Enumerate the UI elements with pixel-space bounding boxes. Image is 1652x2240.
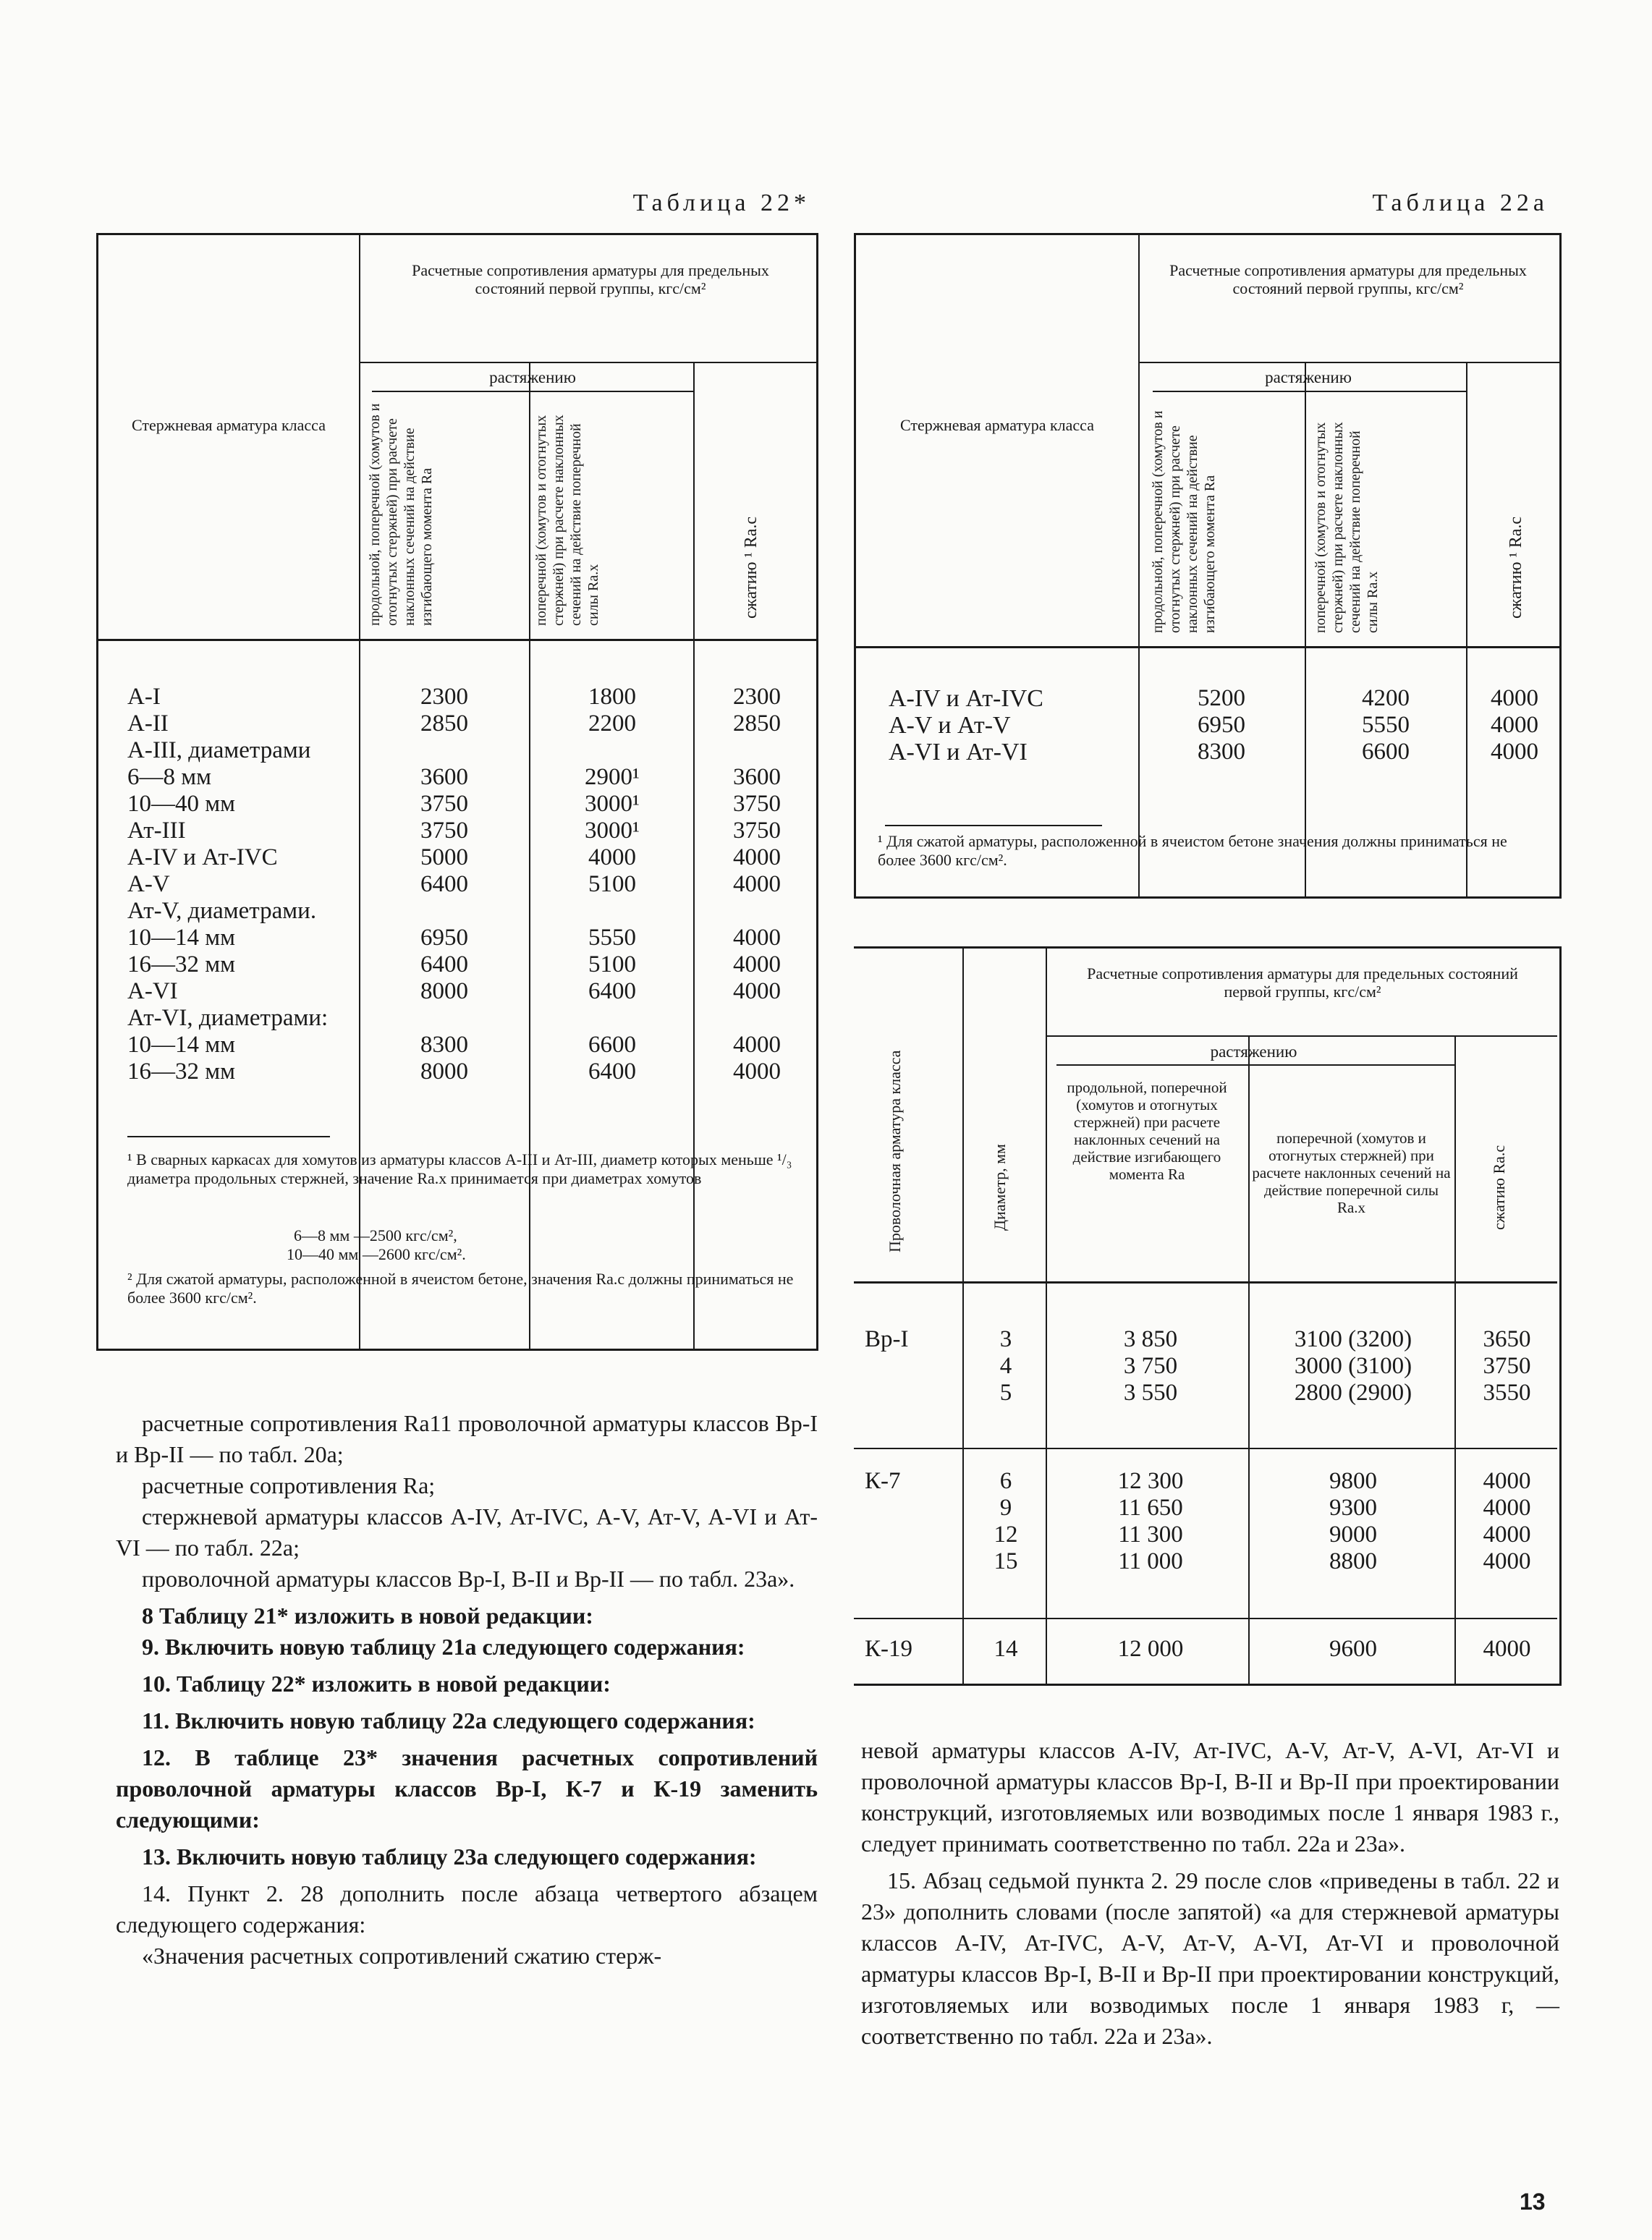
table23a-header-group: Расчетные сопротивления арматуры для предельных состояний первой группы, кгс/см²: [1087, 964, 1518, 1001]
table22-col-long: продольной, поперечной (хомутов и отогнутых стержней) при расчете наклонных сечений на действие изгибающего момента Rа: [367, 403, 435, 626]
table22-note-1-row2: 10—40 мм —2600 кгс/см².: [287, 1245, 466, 1263]
table22a-col-trans: поперечной (хомутов и отогнутых стержней) при расчете наклонных сечений на действие поперечной силы Rа.х: [1313, 422, 1381, 633]
table23a-diam-cell: 3 4 5: [999, 1326, 1012, 1406]
paragraph: 9. Включить новую таблицу 21а следующего содержания:: [142, 1634, 745, 1660]
table23a-divider: [1046, 949, 1047, 1685]
table22a-header-stretch: растяжению: [1265, 368, 1352, 386]
paragraph: 12. В таблице 23* значения расчетных сопротивлений проволочной арматуры классов Вр-I, К-7 и К-19 заменить следующими:: [116, 1744, 818, 1833]
table22-col-trans: поперечной (хомутов и отогнутых стержней) при расчете наклонных сечений на действие поперечной силы Rа.х: [533, 415, 601, 626]
table23a-long-cell: 12 300 11 650 11 300 11 000: [1117, 1468, 1184, 1574]
paragraph: стержневой арматуры классов А-IV, Ат-IVC, А-V, Ат-V, А-VI и Ат-VI — по табл. 22а;: [116, 1503, 818, 1561]
paragraph: 13. Включить новую таблицу 23а следующего содержания:: [142, 1844, 757, 1870]
table22-divider: [359, 362, 816, 363]
table22a-col-comp: сжатию ¹ Rа.с: [1507, 516, 1525, 619]
table23a-header-rule: [854, 1281, 1557, 1284]
table23a-class-cell: К-19: [865, 1636, 912, 1662]
table22a: [854, 233, 1562, 899]
table23a-comp-cell: 3650 3750 3550: [1483, 1326, 1531, 1406]
table23a-diam-cell: 6 9 12 15: [994, 1468, 1018, 1574]
table22a-divider: [1153, 391, 1466, 392]
table22a-divider: [1305, 362, 1306, 897]
table23a-long-cell: 12 000: [1117, 1636, 1184, 1662]
right-text-column: [861, 1735, 1559, 2052]
left-text-column: [116, 1408, 818, 1972]
table22-class-column: А-I А-II А-III, диаметрами 6—8 мм 10—40 мм Ат-III А-IV и Ат-IVC А-V Ат-V, диаметрами. 10—14 мм 16—32 мм А-VI Ат-VI, диаметрами: 10—14 мм 16—32 мм: [127, 684, 329, 1085]
table23a-header-stretch: растяжению: [1210, 1043, 1297, 1061]
table23a-comp-cell: 4000: [1483, 1636, 1531, 1662]
table22-note-2: ² Для сжатой арматуры, расположенной в ячеистом бетоне, значения Rа.с должны приниматься не более 3600 кгс/см².: [127, 1270, 794, 1307]
paragraph: расчетные сопротивления Rа;: [142, 1472, 436, 1498]
table23a-class-cell: Вр-I: [865, 1326, 909, 1352]
table23a-header-diam: Диаметр, мм: [991, 1144, 1009, 1231]
table22-header-stretch: растяжению: [489, 368, 576, 386]
table22a-divider: [1466, 362, 1467, 897]
table22-divider: [372, 391, 693, 392]
table22-comp-column: 2300 2850 3600 3750 3750 4000 4000 4000 4000 4000 4000 4000: [733, 684, 781, 1085]
table22-long-column: 2300 2850 3600 3750 3750 5000 6400 6950 6400 8000 8300 8000: [420, 684, 468, 1085]
table22a-divider: [1138, 362, 1559, 363]
table23a-divider: [1046, 1035, 1557, 1037]
table23a-group-rule: [854, 1448, 1557, 1449]
table23a-divider: [1454, 1035, 1456, 1685]
table22a-class-column: А-IV и Ат-IVC А-V и Ат-V А-VI и Ат-VI: [889, 685, 1043, 765]
table22a-caption: Таблица 22а: [1372, 190, 1549, 216]
table22-note-1: ¹ В сварных каркасах для хомутов из арматуры классов А-III и Ат-III, диаметр которых меньше ¹/₃ диаметра продольных стержней, значение Rа.х принимается при диаметрах хомутов: [127, 1150, 792, 1187]
table22-divider: [529, 362, 530, 1349]
table22-notes-rule: [127, 1136, 330, 1137]
table22a-long-column: 5200 6950 8300: [1198, 685, 1245, 765]
table22a-trans-column: 4200 5550 6600: [1362, 685, 1410, 765]
paragraph: расчетные сопротивления Rа11 проволочной арматуры классов Вр-I и Вр-II — по табл. 20а;: [116, 1410, 818, 1467]
paragraph: 8 Таблицу 21* изложить в новой редакции:: [142, 1603, 593, 1629]
table23a-trans-cell: 3100 (3200) 3000 (3100) 2800 (2900): [1294, 1326, 1412, 1406]
table23a-col-comp: сжатию Rа.с: [1490, 1145, 1508, 1230]
table23a-divider: [1248, 1035, 1250, 1685]
table23a-trans-cell: 9800 9300 9000 8800: [1329, 1468, 1377, 1574]
table22a-notes-rule: [885, 825, 1102, 826]
table23a-diam-cell: 14: [994, 1636, 1018, 1662]
table22-divider: [693, 362, 695, 1349]
table22a-divider: [1138, 235, 1140, 897]
table23a-trans-cell: 9600: [1329, 1636, 1377, 1662]
table23a-long-cell: 3 850 3 750 3 550: [1123, 1326, 1178, 1406]
table22-note-1-row1: 6—8 мм —2500 кгс/см²,: [294, 1226, 457, 1244]
table22a-header-group: Расчетные сопротивления арматуры для предельных состояний первой группы, кгс/см²: [1169, 261, 1527, 297]
table23a-group-rule: [854, 1618, 1557, 1619]
paragraph: невой арматуры классов А-IV, Ат-IVC, А-V, Ат-V, А-VI, Ат-VI и проволочной арматуры классов Вр-I, В-II и Вр-II при проектировании конструкций, изготовляемых или возводимых после 1 января 1983 г., следует принимать соответственно по табл. 22а и 23а».: [861, 1737, 1559, 1857]
table22-caption: Таблица 22*: [632, 190, 810, 216]
table22a-header-class: Стержневая арматура класса: [900, 416, 1094, 434]
page-number: 13: [1520, 2189, 1546, 2215]
paragraph: проволочной арматуры классов Вр-I, В-II и Вр-II — по табл. 23а».: [142, 1566, 795, 1592]
table22-header-group: Расчетные сопротивления арматуры для предельных состояний первой группы, кгс/см²: [412, 261, 769, 297]
table23a-divider: [962, 949, 964, 1685]
table22-header-rule: [98, 639, 816, 641]
table22: [96, 233, 818, 1351]
paragraph: 14. Пункт 2. 28 дополнить после абзаца четвертого абзацем следующего содержания:: [116, 1880, 818, 1938]
table23a-divider: [1056, 1064, 1454, 1066]
table22-trans-column: 1800 2200 2900¹ 3000¹ 3000¹ 4000 5100 5550 5100 6400 6600 6400: [585, 684, 640, 1085]
table23a-header-class: Проволочная арматура класса: [886, 1050, 904, 1252]
paragraph: 11. Включить новую таблицу 22а следующего содержания:: [142, 1707, 755, 1734]
table22a-col-long: продольной, поперечной (хомутов и отогнутых стержней) при расчете наклонных сечений на действие изгибающего момента Rа: [1150, 410, 1218, 633]
table23a-col-long: продольной, поперечной (хомутов и отогнутых стержней) при расчете наклонных сечений на действие изгибающего момента Rа: [1067, 1079, 1227, 1183]
table23a-class-cell: К-7: [865, 1468, 901, 1494]
paragraph: 15. Абзац седьмой пункта 2. 29 после слов «приведены в табл. 22 и 23» дополнить словами (после запятой) «а для стержневой арматуры классов А-IV, Ат-IVC, А-V, Ат-V, А-VI, Ат-VI и проволочной арматуры классов Вр-I, В-II и Вр-II при проектировании конструкций, изготовляемых или возводимых после 1 января 1983 г, — соответственно по табл. 22а и 23а».: [861, 1867, 1559, 2049]
table23a: [854, 946, 1562, 1686]
table23a-col-trans: поперечной (хомутов и отогнутых стержней) при расчете наклонных сечений на действие поперечной силы Rа.х: [1252, 1129, 1451, 1216]
paragraph: 10. Таблицу 22* изложить в новой редакции:: [142, 1671, 611, 1697]
table22-header-class: Стержневая арматура класса: [132, 416, 326, 434]
table22a-header-rule: [856, 646, 1559, 648]
table23a-comp-cell: 4000 4000 4000 4000: [1483, 1468, 1531, 1574]
table22a-comp-column: 4000 4000 4000: [1491, 685, 1538, 765]
table22a-note-1: ¹ Для сжатой арматуры, расположенной в ячеистом бетоне значения должны приниматься не более 3600 кгс/см².: [878, 832, 1507, 869]
table22-col-comp: сжатию ¹ Rа.с: [742, 516, 761, 619]
paragraph: «Значения расчетных сопротивлений сжатию стерж-: [142, 1943, 662, 1969]
